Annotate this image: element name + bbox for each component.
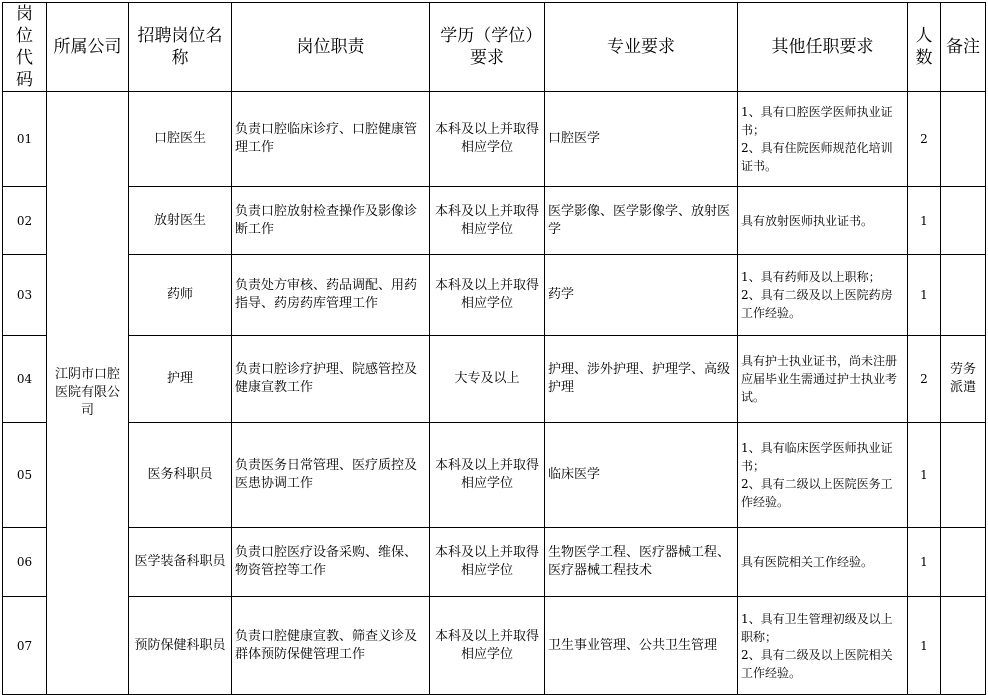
position-name-cell: 医务科职员 xyxy=(129,423,232,528)
remark-cell xyxy=(941,423,986,528)
remark-cell xyxy=(941,528,986,597)
count-cell: 1 xyxy=(908,528,941,597)
table-row xyxy=(3,92,986,187)
other-requirements-cell: 具有医院相关工作经验。 xyxy=(738,528,908,597)
position-name-cell: 医学装备科职员 xyxy=(129,528,232,597)
major-cell: 卫生事业管理、公共卫生管理 xyxy=(545,597,738,695)
major-cell: 药学 xyxy=(545,255,738,336)
count-cell: 1 xyxy=(908,255,941,336)
remark-cell xyxy=(941,92,986,187)
position-code-cell: 07 xyxy=(3,597,47,695)
count-cell: 2 xyxy=(908,336,941,423)
header-position: 招聘岗位名称 xyxy=(129,3,232,92)
header-major: 专业要求 xyxy=(545,3,738,92)
header-company: 所属公司 xyxy=(47,3,129,92)
duty-cell: 负责口腔诊疗护理、院感管控及健康宣教工作 xyxy=(232,336,430,423)
major-cell: 生物医学工程、医疗器械工程、医疗器械工程技术 xyxy=(545,528,738,597)
position-code-cell: 01 xyxy=(3,92,47,187)
header-duty: 岗位职责 xyxy=(232,3,430,92)
position-code-cell: 06 xyxy=(3,528,47,597)
duty-cell: 负责口腔放射检查操作及影像诊断工作 xyxy=(232,187,430,255)
table-row xyxy=(3,423,986,528)
header-row xyxy=(3,3,986,92)
other-requirements-cell: 具有护士执业证书，尚未注册应届毕业生需通过护士执业考试。 xyxy=(738,336,908,423)
company-cell: 江阴市口腔医院有限公司 xyxy=(47,92,129,695)
position-name-cell: 护理 xyxy=(129,336,232,423)
other-requirements-cell: 1、具有口腔医学医师执业证书； 2、具有住院医师规范化培训证书。 xyxy=(738,92,908,187)
education-cell: 本科及以上并取得相应学位 xyxy=(430,92,545,187)
education-cell: 大专及以上 xyxy=(430,336,545,423)
education-cell: 本科及以上并取得相应学位 xyxy=(430,597,545,695)
remark-cell xyxy=(941,255,986,336)
recruitment-table xyxy=(2,2,986,695)
table-row xyxy=(3,336,986,423)
duty-cell: 负责口腔健康宣教、筛查义诊及群体预防保健管理工作 xyxy=(232,597,430,695)
table-row xyxy=(3,528,986,597)
position-name-cell: 放射医生 xyxy=(129,187,232,255)
other-requirements-cell: 1、具有临床医学医师执业证书； 2、具有二级以上医院医务工作经验。 xyxy=(738,423,908,528)
header-other: 其他任职要求 xyxy=(738,3,908,92)
count-cell: 1 xyxy=(908,423,941,528)
remark-cell xyxy=(941,597,986,695)
position-name-cell: 药师 xyxy=(129,255,232,336)
header-count: 人数 xyxy=(908,3,941,92)
major-cell: 口腔医学 xyxy=(545,92,738,187)
header-education: 学历（学位）要求 xyxy=(430,3,545,92)
header-remark: 备注 xyxy=(941,3,986,92)
education-cell: 本科及以上并取得相应学位 xyxy=(430,423,545,528)
table-row xyxy=(3,255,986,336)
duty-cell: 负责医务日常管理、医疗质控及医患协调工作 xyxy=(232,423,430,528)
position-name-cell: 口腔医生 xyxy=(129,92,232,187)
position-code-cell: 02 xyxy=(3,187,47,255)
position-name-cell: 预防保健科职员 xyxy=(129,597,232,695)
major-cell: 医学影像、医学影像学、放射医学 xyxy=(545,187,738,255)
major-cell: 护理、涉外护理、护理学、高级护理 xyxy=(545,336,738,423)
count-cell: 1 xyxy=(908,187,941,255)
position-code-cell: 04 xyxy=(3,336,47,423)
position-code-cell: 05 xyxy=(3,423,47,528)
major-cell: 临床医学 xyxy=(545,423,738,528)
duty-cell: 负责口腔临床诊疗、口腔健康管理工作 xyxy=(232,92,430,187)
duty-cell: 负责口腔医疗设备采购、维保、物资管控等工作 xyxy=(232,528,430,597)
recruitment-table-container xyxy=(2,2,986,695)
other-requirements-cell: 具有放射医师执业证书。 xyxy=(738,187,908,255)
remark-cell xyxy=(941,187,986,255)
count-cell: 1 xyxy=(908,597,941,695)
remark-cell: 劳务派遣 xyxy=(941,336,986,423)
table-body xyxy=(3,92,986,695)
table-row xyxy=(3,187,986,255)
count-cell: 2 xyxy=(908,92,941,187)
education-cell: 本科及以上并取得相应学位 xyxy=(430,255,545,336)
education-cell: 本科及以上并取得相应学位 xyxy=(430,187,545,255)
education-cell: 本科及以上并取得相应学位 xyxy=(430,528,545,597)
other-requirements-cell: 1、具有卫生管理初级及以上职称； 2、具有二级及以上医院相关工作经验。 xyxy=(738,597,908,695)
duty-cell: 负责处方审核、药品调配、用药指导、药房药库管理工作 xyxy=(232,255,430,336)
other-requirements-cell: 1、具有药师及以上职称； 2、具有二级及以上医院药房工作经验。 xyxy=(738,255,908,336)
position-code-cell: 03 xyxy=(3,255,47,336)
header-code: 岗位代码 xyxy=(3,3,47,92)
table-row xyxy=(3,597,986,695)
